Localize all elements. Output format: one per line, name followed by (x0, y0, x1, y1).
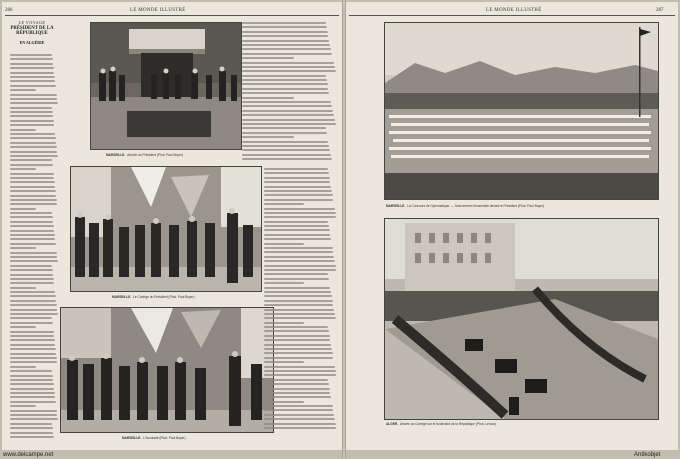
text-line (264, 208, 335, 210)
text-line (264, 225, 329, 227)
text-line (264, 313, 335, 315)
text-line (242, 66, 335, 68)
caption-photo-1 (106, 153, 183, 157)
caption-photo-1-place: MARSEILLE. (106, 153, 126, 157)
left-page (2, 2, 342, 450)
text-line (10, 133, 55, 135)
text-line (264, 348, 332, 350)
text-line (10, 216, 53, 218)
text-line (264, 177, 330, 179)
text-line (264, 330, 329, 332)
text-line (242, 40, 329, 42)
text-line (10, 322, 53, 324)
text-line (242, 123, 336, 125)
right-head-rule (349, 15, 675, 16)
text-line (10, 436, 54, 438)
text-line (242, 62, 334, 64)
text-line (10, 410, 57, 412)
text-line (10, 159, 52, 161)
text-line (10, 361, 57, 363)
text-line (10, 168, 36, 170)
text-line (264, 181, 330, 183)
text-line (264, 383, 329, 385)
text-line (242, 83, 328, 85)
text-column-2 (242, 22, 337, 163)
text-line (10, 208, 36, 210)
text-line (242, 70, 336, 72)
text-line (10, 287, 36, 289)
right-page (346, 2, 678, 450)
text-line (10, 396, 55, 398)
text-line (264, 388, 330, 390)
text-line (10, 274, 53, 276)
text-line (10, 102, 58, 104)
text-line (10, 331, 54, 333)
text-line (264, 326, 328, 328)
text-line (242, 57, 294, 59)
caption-photo-4 (386, 204, 544, 208)
text-line (10, 76, 55, 78)
text-line (10, 392, 55, 394)
text-line (264, 370, 336, 372)
text-line (10, 388, 54, 390)
text-line (264, 269, 336, 271)
caption-photo-2-place: MARSEILLE. (112, 295, 132, 299)
text-line (264, 427, 336, 429)
text-line (264, 273, 328, 275)
text-line (10, 405, 36, 407)
text-line (264, 374, 336, 376)
text-line (10, 142, 56, 144)
text-line (264, 309, 334, 311)
text-line (10, 94, 57, 96)
text-line (10, 137, 56, 139)
text-line (10, 304, 57, 306)
text-line (264, 282, 304, 284)
text-line (10, 67, 54, 69)
text-line (10, 181, 55, 183)
text-line (10, 383, 54, 385)
text-line (242, 149, 330, 151)
text-line (264, 190, 332, 192)
text-line (10, 89, 36, 91)
text-line (264, 243, 304, 245)
text-line (10, 335, 54, 337)
left-page-number: 286 (5, 8, 13, 13)
text-line (264, 295, 332, 297)
text-line (264, 194, 333, 196)
caption-photo-4-place: MARSEILLE. (386, 204, 406, 208)
text-line (242, 141, 328, 143)
text-line (10, 115, 53, 117)
text-line (242, 110, 333, 112)
text-line (10, 85, 56, 87)
text-line (264, 423, 336, 425)
text-line (10, 203, 57, 205)
text-line (264, 216, 336, 218)
text-column-1 (10, 54, 58, 440)
text-line (10, 63, 53, 65)
text-line (242, 31, 328, 33)
photo-arrival-president (90, 22, 242, 150)
text-line (264, 221, 328, 223)
text-line (10, 295, 56, 297)
text-line (264, 186, 331, 188)
text-line (10, 370, 52, 372)
text-line (264, 265, 336, 267)
text-line (242, 22, 326, 24)
text-line (242, 114, 334, 116)
text-line (242, 132, 327, 134)
text-line (10, 432, 53, 434)
text-line (264, 304, 333, 306)
text-line (242, 119, 335, 121)
text-line (10, 199, 57, 201)
text-line (10, 344, 55, 346)
text-line (10, 195, 56, 197)
text-line (10, 54, 52, 56)
text-line (10, 282, 54, 284)
photo-accolade (60, 307, 274, 433)
text-line (10, 269, 53, 271)
text-line (242, 101, 331, 103)
caption-photo-5-text: Arrivée du Cortège sur le boulevard de la République (Phot. Leroux) (399, 422, 497, 426)
text-line (10, 309, 57, 311)
text-line (10, 124, 54, 126)
text-line (10, 300, 56, 302)
text-line (10, 401, 56, 403)
text-line (10, 107, 52, 109)
text-line (242, 154, 331, 156)
text-line (10, 155, 58, 157)
caption-photo-5-place: ALGER. (386, 422, 399, 426)
text-line (242, 35, 328, 37)
caption-photo-2 (112, 295, 195, 299)
text-line (264, 256, 334, 258)
text-line (10, 414, 57, 416)
text-line (242, 127, 326, 129)
text-line (264, 260, 335, 262)
photo-gymnastics-competition (384, 22, 659, 200)
text-line (264, 199, 333, 201)
text-line (264, 278, 329, 280)
text-line (10, 164, 53, 166)
article-subtitle: EN ALGÉRIE (19, 40, 45, 45)
text-line (10, 357, 57, 359)
text-line (264, 238, 331, 240)
text-line (10, 247, 36, 249)
caption-photo-4-text: La Concours de Gymnastique. — Mouvement d'ensemble devant le Président (Phot. Paul Boyer) (407, 204, 544, 208)
text-line (264, 418, 335, 420)
text-line (10, 326, 36, 328)
text-line (264, 352, 333, 354)
text-line (264, 405, 333, 407)
text-line (10, 186, 55, 188)
right-running-head: LE MONDE ILLUSTRÉ (486, 8, 542, 13)
text-line (242, 79, 327, 81)
article-title: PRÉSIDENT DE LA RÉPUBLIQUE (10, 26, 54, 37)
text-line (10, 366, 36, 368)
text-line (10, 234, 55, 236)
text-line (10, 221, 53, 223)
right-page-number: 287 (656, 8, 664, 13)
text-line (264, 361, 304, 363)
text-line (10, 151, 57, 153)
text-line (10, 212, 52, 214)
caption-photo-5 (386, 422, 496, 426)
text-line (242, 53, 332, 55)
photo-president-cortege (70, 166, 262, 292)
text-line (10, 256, 57, 258)
text-line (264, 251, 333, 253)
text-line (10, 317, 52, 319)
text-line (10, 173, 54, 175)
watermark-left: www.delcampe.net (3, 452, 54, 458)
text-line (264, 339, 330, 341)
text-line (264, 344, 331, 346)
text-line (264, 229, 330, 231)
text-line (264, 172, 329, 174)
text-line (264, 212, 336, 214)
text-line (10, 243, 56, 245)
text-line (10, 72, 54, 74)
article-kicker: LE VOYAGE (18, 20, 46, 25)
text-line (264, 366, 335, 368)
text-line (264, 379, 328, 381)
caption-photo-1-text: Arrivée du Président (Phot. Paul Boyer) (127, 153, 183, 157)
caption-photo-2-text: Le Cortège du Président (Phot. Paul Boyer) (133, 295, 195, 299)
caption-photo-3-place: MARSEILLE. (122, 436, 142, 440)
watermark-right: Antikobjet (634, 452, 661, 458)
text-line (10, 177, 54, 179)
text-line (264, 317, 336, 319)
text-line (10, 252, 57, 254)
text-line (264, 234, 330, 236)
text-line (10, 58, 53, 60)
text-line (10, 418, 58, 420)
text-line (10, 427, 53, 429)
text-line (264, 409, 333, 411)
text-line (264, 287, 330, 289)
text-column-3 (264, 168, 337, 431)
text-line (10, 111, 53, 113)
text-line (264, 396, 331, 398)
text-line (264, 322, 304, 324)
text-line (242, 105, 332, 107)
text-line (264, 357, 333, 359)
text-line (10, 375, 53, 377)
text-line (264, 203, 304, 205)
text-line (10, 353, 56, 355)
text-line (10, 348, 56, 350)
text-line (264, 291, 331, 293)
caption-photo-3 (122, 436, 186, 440)
text-line (242, 158, 332, 160)
text-line (10, 120, 54, 122)
text-line (10, 80, 55, 82)
text-line (264, 168, 328, 170)
left-running-head: LE MONDE ILLUSTRÉ (130, 8, 186, 13)
text-line (10, 379, 53, 381)
text-line (242, 26, 327, 28)
text-line (264, 247, 333, 249)
text-line (10, 190, 56, 192)
text-line (10, 238, 55, 240)
text-line (10, 291, 55, 293)
text-line (264, 300, 333, 302)
text-line (264, 392, 330, 394)
text-line (10, 225, 54, 227)
text-line (264, 414, 334, 416)
text-line (10, 260, 58, 262)
text-line (10, 339, 55, 341)
text-line (242, 44, 330, 46)
text-line (264, 335, 330, 337)
caption-photo-3-text: L'Accolade (Phot. Paul Boyer) (143, 436, 186, 440)
text-line (10, 423, 52, 425)
text-line (10, 230, 54, 232)
text-line (242, 88, 328, 90)
text-line (264, 401, 304, 403)
text-line (242, 75, 326, 77)
text-line (242, 136, 294, 138)
text-line (242, 92, 329, 94)
text-line (10, 278, 54, 280)
text-line (10, 98, 57, 100)
text-line (242, 97, 294, 99)
text-line (10, 129, 36, 131)
text-line (10, 265, 52, 267)
left-head-rule (5, 15, 339, 16)
text-line (242, 48, 331, 50)
photo-algiers-cortege (384, 218, 659, 420)
text-line (10, 313, 58, 315)
text-line (10, 146, 57, 148)
text-line (242, 145, 329, 147)
